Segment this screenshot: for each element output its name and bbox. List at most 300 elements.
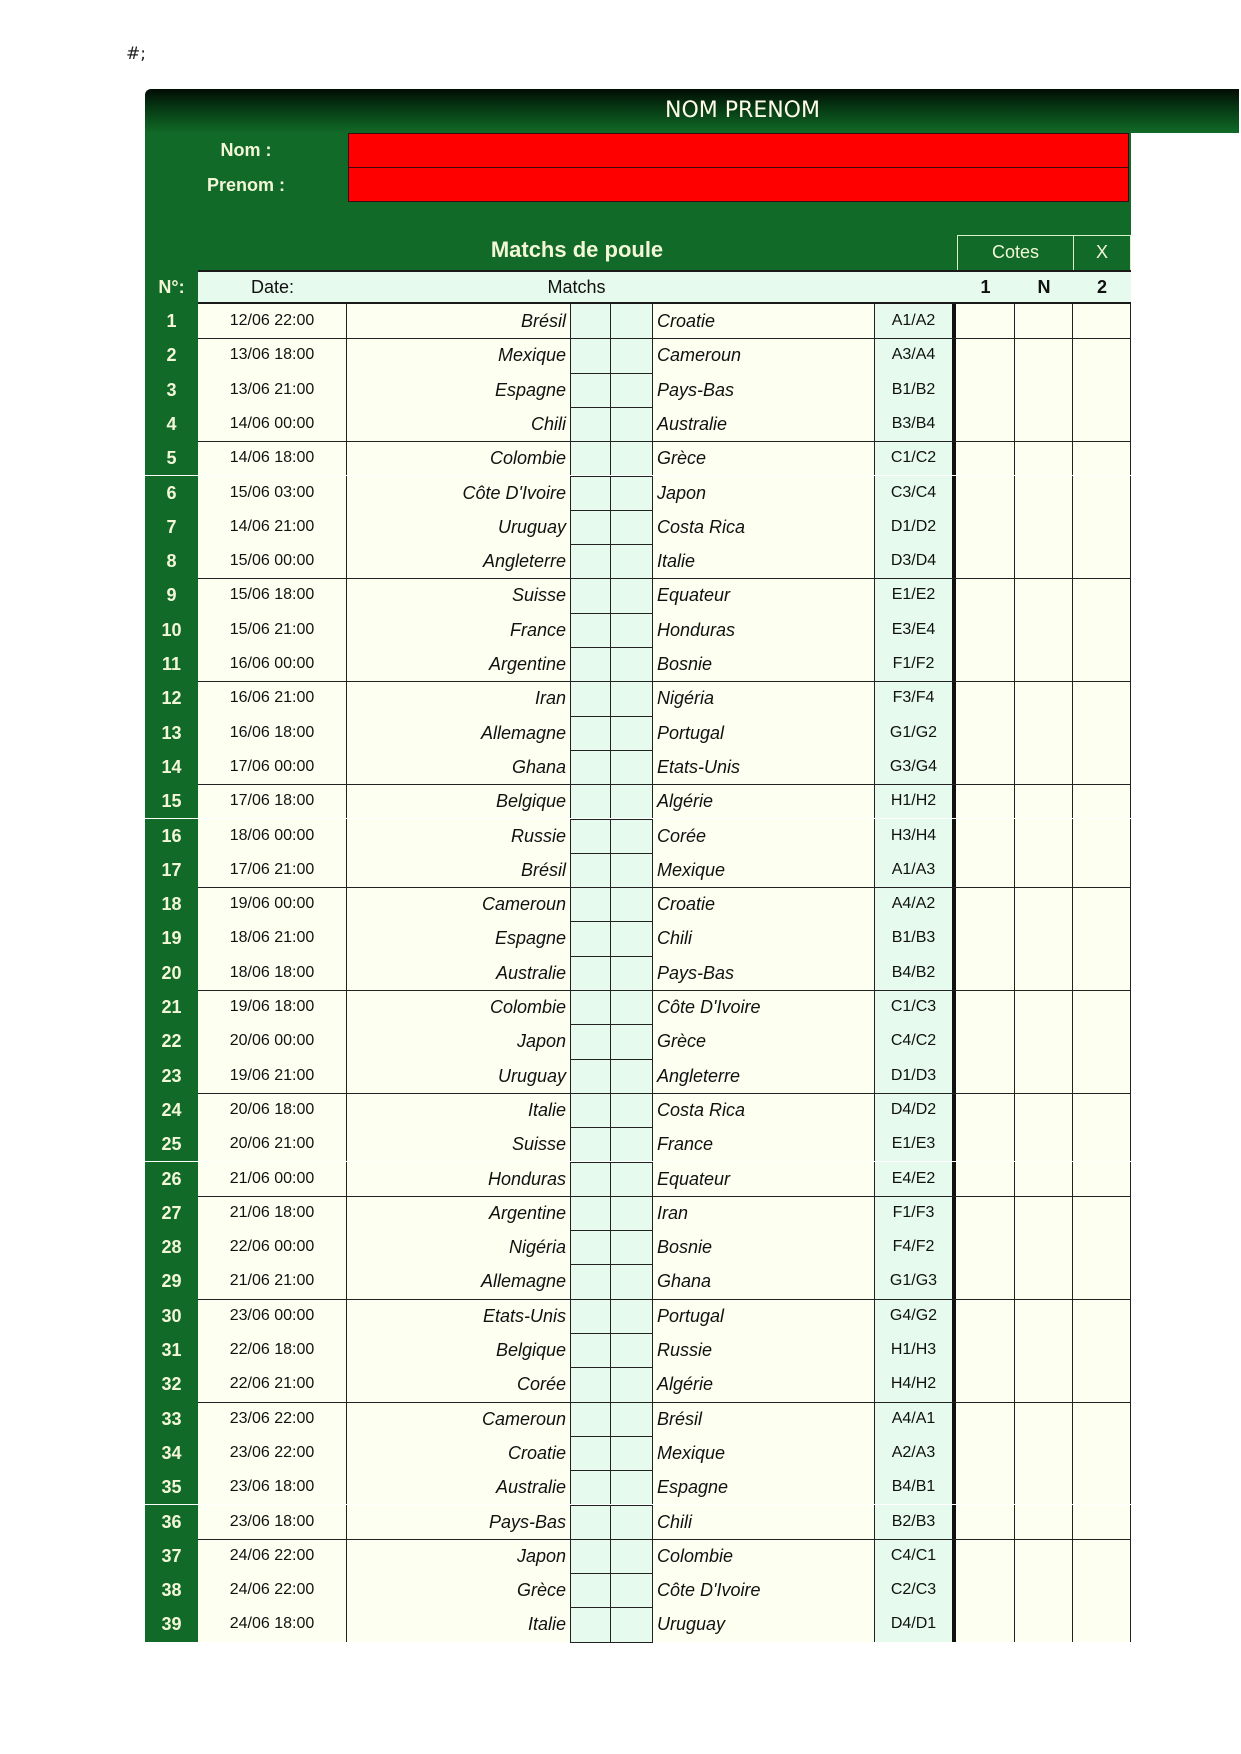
match-date: 18/06 21:00 [198,921,347,955]
odd-n-input[interactable] [1015,1402,1073,1436]
score-divider [570,1024,653,1025]
home-score-input[interactable] [570,1436,611,1470]
home-team: Australie [347,1470,570,1504]
odd-n-input[interactable] [1015,1436,1073,1470]
odd-1-input[interactable] [956,921,1015,955]
table-row [145,681,1131,715]
away-team: Portugal [653,1299,875,1333]
odd-1-input[interactable] [956,716,1015,750]
table-row [145,1127,1131,1161]
odd-2-input[interactable] [1073,990,1131,1024]
table-row [145,304,1131,338]
odd-1-input[interactable] [956,1573,1015,1607]
odd-1-input[interactable] [956,1196,1015,1230]
score-divider [570,819,653,820]
home-score-input[interactable] [570,1539,611,1573]
away-score-input[interactable] [611,510,653,544]
odd-1-input[interactable] [956,441,1015,475]
odd-1-input[interactable] [956,578,1015,612]
score-bottom-border [570,1642,653,1643]
odd-1-input[interactable] [956,338,1015,372]
odd-n-input[interactable] [1015,578,1073,612]
home-team: Cameroun [347,887,570,921]
score-divider [570,510,653,511]
odd-2-input[interactable] [1073,819,1131,853]
odd-2-input[interactable] [1073,1093,1131,1127]
home-score-input[interactable] [570,613,611,647]
odd-n-input[interactable] [1015,1196,1073,1230]
match-date: 15/06 03:00 [198,476,347,510]
home-team: Chili [347,407,570,441]
match-date: 20/06 00:00 [198,1024,347,1058]
odd-n-input[interactable] [1015,613,1073,647]
away-score-input[interactable] [611,990,653,1024]
odd-2-input[interactable] [1073,407,1131,441]
odd-1-input[interactable] [956,1162,1015,1196]
home-team: Iran [347,681,570,715]
odd-1-input[interactable] [956,1059,1015,1093]
nom-field[interactable] [348,133,1129,169]
score-divider [570,1573,653,1574]
home-score-input[interactable] [570,476,611,510]
home-score-input[interactable] [570,1162,611,1196]
odd-2-input[interactable] [1073,578,1131,612]
match-date: 19/06 00:00 [198,887,347,921]
match-number: 4 [145,407,198,441]
home-score-input[interactable] [570,647,611,681]
away-score-input[interactable] [611,681,653,715]
odd-n-input[interactable] [1015,1059,1073,1093]
match-date: 12/06 22:00 [198,304,347,338]
away-team: Pays-Bas [653,373,875,407]
odd-1-input[interactable] [956,407,1015,441]
odd-2-input[interactable] [1073,1505,1131,1539]
away-score-input[interactable] [611,1024,653,1058]
home-score-input[interactable] [570,1093,611,1127]
odd-2-input[interactable] [1073,1333,1131,1367]
away-team: Mexique [653,853,875,887]
home-score-input[interactable] [570,956,611,990]
group-divider [198,338,1131,339]
home-score-input[interactable] [570,304,611,338]
home-score-input[interactable] [570,750,611,784]
odd-1-input[interactable] [956,1539,1015,1573]
odd-2-input[interactable] [1073,441,1131,475]
away-score-input[interactable] [611,1470,653,1504]
odd-2-input[interactable] [1073,1024,1131,1058]
home-score-input[interactable] [570,578,611,612]
home-team: Allemagne [347,716,570,750]
odd-n-input[interactable] [1015,407,1073,441]
away-score-input[interactable] [611,578,653,612]
group-code: H3/H4 [875,819,956,853]
home-score-input[interactable] [570,1264,611,1298]
odd-2-input[interactable] [1073,647,1131,681]
group-code: B1/B2 [875,373,956,407]
group-divider [198,1196,1131,1197]
section-title: Matchs de poule [490,237,664,262]
odd-1-input[interactable] [956,510,1015,544]
home-score-input[interactable] [570,1196,611,1230]
home-team: Japon [347,1539,570,1573]
table-row [145,887,1131,921]
table-row [145,544,1131,578]
match-date: 18/06 00:00 [198,819,347,853]
home-team: Colombie [347,990,570,1024]
odd-1-input[interactable] [956,1264,1015,1298]
odd-1-input[interactable] [956,750,1015,784]
away-score-input[interactable] [611,407,653,441]
odd-n-input[interactable] [1015,476,1073,510]
match-date: 14/06 21:00 [198,510,347,544]
odd-n-input[interactable] [1015,1264,1073,1298]
odd-n-input[interactable] [1015,1230,1073,1264]
odd-n-input[interactable] [1015,510,1073,544]
odd-1-input[interactable] [956,544,1015,578]
odd-n-input[interactable] [1015,1367,1073,1401]
odd-2-input[interactable] [1073,1367,1131,1401]
group-code: D4/D2 [875,1093,956,1127]
odd-1-input[interactable] [956,956,1015,990]
odd-n-input[interactable] [1015,1093,1073,1127]
odd-1-input[interactable] [956,1127,1015,1161]
odd-2-input[interactable] [1073,1436,1131,1470]
away-score-input[interactable] [611,476,653,510]
odd-1-input[interactable] [956,990,1015,1024]
home-score-input[interactable] [570,716,611,750]
odd-1-input[interactable] [956,304,1015,338]
away-score-input[interactable] [611,544,653,578]
odd-2-input[interactable] [1073,510,1131,544]
odd-2-input[interactable] [1073,1264,1131,1298]
odd-1-input[interactable] [956,1402,1015,1436]
group-code: G1/G3 [875,1264,956,1298]
away-score-input[interactable] [611,441,653,475]
odd-2-input[interactable] [1073,1196,1131,1230]
table-row [145,1230,1131,1264]
odd-1-input[interactable] [956,1299,1015,1333]
away-score-input[interactable] [611,1264,653,1298]
odd-2-input[interactable] [1073,338,1131,372]
away-score-input[interactable] [611,613,653,647]
odd-1-input[interactable] [956,613,1015,647]
home-score-input[interactable] [570,1367,611,1401]
away-team: France [653,1127,875,1161]
away-score-input[interactable] [611,1127,653,1161]
away-team: Côte D'Ivoire [653,990,875,1024]
home-score-input[interactable] [570,1059,611,1093]
home-score-input[interactable] [570,1333,611,1367]
match-number: 39 [145,1607,198,1641]
prenom-label: Prenom : [206,175,285,195]
away-score-input[interactable] [611,373,653,407]
column-header-odd-2: 2 [1096,277,1107,297]
home-score-input[interactable] [570,1402,611,1436]
table-row [145,613,1131,647]
away-team: Algérie [653,784,875,818]
away-score-input[interactable] [611,956,653,990]
x-label: X [1073,235,1131,270]
match-date: 22/06 18:00 [198,1333,347,1367]
odd-n-input[interactable] [1015,990,1073,1024]
home-score-input[interactable] [570,510,611,544]
odd-1-input[interactable] [956,1436,1015,1470]
odd-n-input[interactable] [1015,1470,1073,1504]
odd-n-input[interactable] [1015,1607,1073,1641]
odd-1-input[interactable] [956,784,1015,818]
match-date: 17/06 18:00 [198,784,347,818]
odd-2-input[interactable] [1073,1470,1131,1504]
table-row [145,990,1131,1024]
home-score-input[interactable] [570,681,611,715]
odd-n-input[interactable] [1015,853,1073,887]
odd-n-input[interactable] [1015,681,1073,715]
home-team: Cameroun [347,1402,570,1436]
away-score-input[interactable] [611,338,653,372]
group-code: H1/H3 [875,1333,956,1367]
home-score-input[interactable] [570,407,611,441]
odd-n-input[interactable] [1015,1573,1073,1607]
match-number: 35 [145,1470,198,1504]
away-score-input[interactable] [611,1162,653,1196]
odd-2-input[interactable] [1073,476,1131,510]
odd-n-input[interactable] [1015,716,1073,750]
odd-1-input[interactable] [956,647,1015,681]
group-code: C2/C3 [875,1573,956,1607]
away-team: Corée [653,819,875,853]
odd-n-input[interactable] [1015,441,1073,475]
match-date: 17/06 21:00 [198,853,347,887]
group-code: E1/E2 [875,578,956,612]
score-divider [570,853,653,854]
away-score-input[interactable] [611,1402,653,1436]
away-team: Ghana [653,1264,875,1298]
match-number: 20 [145,956,198,990]
odd-1-input[interactable] [956,1333,1015,1367]
odd-2-input[interactable] [1073,1162,1131,1196]
group-code: G4/G2 [875,1299,956,1333]
away-team: Equateur [653,578,875,612]
odd-n-input[interactable] [1015,1505,1073,1539]
home-score-input[interactable] [570,338,611,372]
match-date: 18/06 18:00 [198,956,347,990]
column-header-odd-n: N [1037,277,1051,297]
away-team: Angleterre [653,1059,875,1093]
away-score-input[interactable] [611,1573,653,1607]
odd-1-input[interactable] [956,1024,1015,1058]
odd-1-input[interactable] [956,1367,1015,1401]
odd-1-input[interactable] [956,819,1015,853]
match-number: 34 [145,1436,198,1470]
odd-2-input[interactable] [1073,1127,1131,1161]
match-number: 15 [145,784,198,818]
match-number: 24 [145,1093,198,1127]
away-score-input[interactable] [611,1196,653,1230]
odd-2-input[interactable] [1073,887,1131,921]
group-code: F1/F3 [875,1196,956,1230]
odd-n-input[interactable] [1015,1299,1073,1333]
home-team: Italie [347,1093,570,1127]
score-divider [570,1127,653,1128]
odd-n-input[interactable] [1015,921,1073,955]
odd-n-input[interactable] [1015,338,1073,372]
score-divider [570,716,653,717]
away-score-input[interactable] [611,853,653,887]
odd-n-input[interactable] [1015,956,1073,990]
away-score-input[interactable] [611,819,653,853]
away-score-input[interactable] [611,1505,653,1539]
match-date: 15/06 21:00 [198,613,347,647]
odd-2-input[interactable] [1073,1402,1131,1436]
match-number: 14 [145,750,198,784]
group-code: C1/C3 [875,990,956,1024]
away-score-input[interactable] [611,1367,653,1401]
odd-1-input[interactable] [956,887,1015,921]
away-team: Espagne [653,1470,875,1504]
odd-n-input[interactable] [1015,1127,1073,1161]
group-code: D1/D2 [875,510,956,544]
table-row [145,476,1131,510]
odd-n-input[interactable] [1015,750,1073,784]
odd-n-input[interactable] [1015,647,1073,681]
odd-1-input[interactable] [956,853,1015,887]
home-score-input[interactable] [570,1299,611,1333]
home-score-input[interactable] [570,1470,611,1504]
odd-1-input[interactable] [956,476,1015,510]
odd-2-input[interactable] [1073,1059,1131,1093]
away-team: Bosnie [653,1230,875,1264]
odd-2-input[interactable] [1073,1230,1131,1264]
odd-2-input[interactable] [1073,1573,1131,1607]
away-score-input[interactable] [611,1059,653,1093]
home-score-input[interactable] [570,819,611,853]
odd-1-input[interactable] [956,1093,1015,1127]
score-divider [570,647,653,648]
home-score-input[interactable] [570,1024,611,1058]
away-score-input[interactable] [611,1539,653,1573]
odd-2-input[interactable] [1073,853,1131,887]
away-score-input[interactable] [611,304,653,338]
corner-mark: #; [126,44,146,64]
odd-n-input[interactable] [1015,819,1073,853]
group-code: B2/B3 [875,1505,956,1539]
odd-n-input[interactable] [1015,544,1073,578]
odd-2-input[interactable] [1073,613,1131,647]
away-score-input[interactable] [611,1299,653,1333]
odd-1-input[interactable] [956,1505,1015,1539]
away-score-input[interactable] [611,647,653,681]
away-team: Bosnie [653,647,875,681]
odd-1-input[interactable] [956,1607,1015,1641]
away-score-input[interactable] [611,1333,653,1367]
group-code: D4/D1 [875,1607,956,1641]
match-number: 10 [145,613,198,647]
home-score-input[interactable] [570,1230,611,1264]
home-team: Angleterre [347,544,570,578]
table-row [145,1539,1131,1573]
odd-1-input[interactable] [956,681,1015,715]
group-code: D1/D3 [875,1059,956,1093]
odd-n-input[interactable] [1015,784,1073,818]
odd-2-input[interactable] [1073,304,1131,338]
odd-2-input[interactable] [1073,681,1131,715]
odd-n-input[interactable] [1015,373,1073,407]
odd-n-input[interactable] [1015,1162,1073,1196]
odd-2-input[interactable] [1073,373,1131,407]
group-code: C4/C2 [875,1024,956,1058]
home-score-input[interactable] [570,1573,611,1607]
away-score-input[interactable] [611,1436,653,1470]
odd-n-input[interactable] [1015,1024,1073,1058]
match-number: 8 [145,544,198,578]
away-score-input[interactable] [611,1230,653,1264]
odd-2-input[interactable] [1073,956,1131,990]
home-score-input[interactable] [570,887,611,921]
away-score-input[interactable] [611,887,653,921]
home-score-input[interactable] [570,921,611,955]
odd-2-input[interactable] [1073,544,1131,578]
table-row [145,1162,1131,1196]
home-score-input[interactable] [570,853,611,887]
table-row [145,1333,1131,1367]
match-number: 26 [145,1162,198,1196]
away-score-input[interactable] [611,921,653,955]
odd-2-input[interactable] [1073,1299,1131,1333]
odd-n-input[interactable] [1015,887,1073,921]
match-date: 24/06 22:00 [198,1573,347,1607]
home-score-input[interactable] [570,373,611,407]
home-score-input[interactable] [570,990,611,1024]
away-team: Côte D'Ivoire [653,1573,875,1607]
title-bar [145,89,1239,133]
odd-2-input[interactable] [1073,750,1131,784]
odd-2-input[interactable] [1073,1539,1131,1573]
odd-1-input[interactable] [956,373,1015,407]
match-date: 22/06 21:00 [198,1367,347,1401]
home-team: Japon [347,1024,570,1058]
odd-n-input[interactable] [1015,1333,1073,1367]
away-score-input[interactable] [611,716,653,750]
home-score-input[interactable] [570,1505,611,1539]
table-row [145,373,1131,407]
away-score-input[interactable] [611,1093,653,1127]
odd-n-input[interactable] [1015,304,1073,338]
home-team: Belgique [347,1333,570,1367]
odd-1-input[interactable] [956,1230,1015,1264]
match-number: 6 [145,476,198,510]
home-score-input[interactable] [570,1127,611,1161]
home-score-input[interactable] [570,544,611,578]
odd-2-input[interactable] [1073,716,1131,750]
odd-n-input[interactable] [1015,1539,1073,1573]
odd-2-input[interactable] [1073,784,1131,818]
away-team: Costa Rica [653,510,875,544]
away-score-input[interactable] [611,784,653,818]
odd-1-input[interactable] [956,1470,1015,1504]
table-row [145,1093,1131,1127]
away-score-input[interactable] [611,1607,653,1641]
odd-2-input[interactable] [1073,1607,1131,1641]
home-score-input[interactable] [570,441,611,475]
home-score-input[interactable] [570,784,611,818]
home-score-input[interactable] [570,1607,611,1641]
away-score-input[interactable] [611,750,653,784]
home-team: Côte D'Ivoire [347,476,570,510]
group-divider [198,578,1131,579]
prenom-field[interactable] [348,167,1129,202]
odd-2-input[interactable] [1073,921,1131,955]
away-team: Algérie [653,1367,875,1401]
